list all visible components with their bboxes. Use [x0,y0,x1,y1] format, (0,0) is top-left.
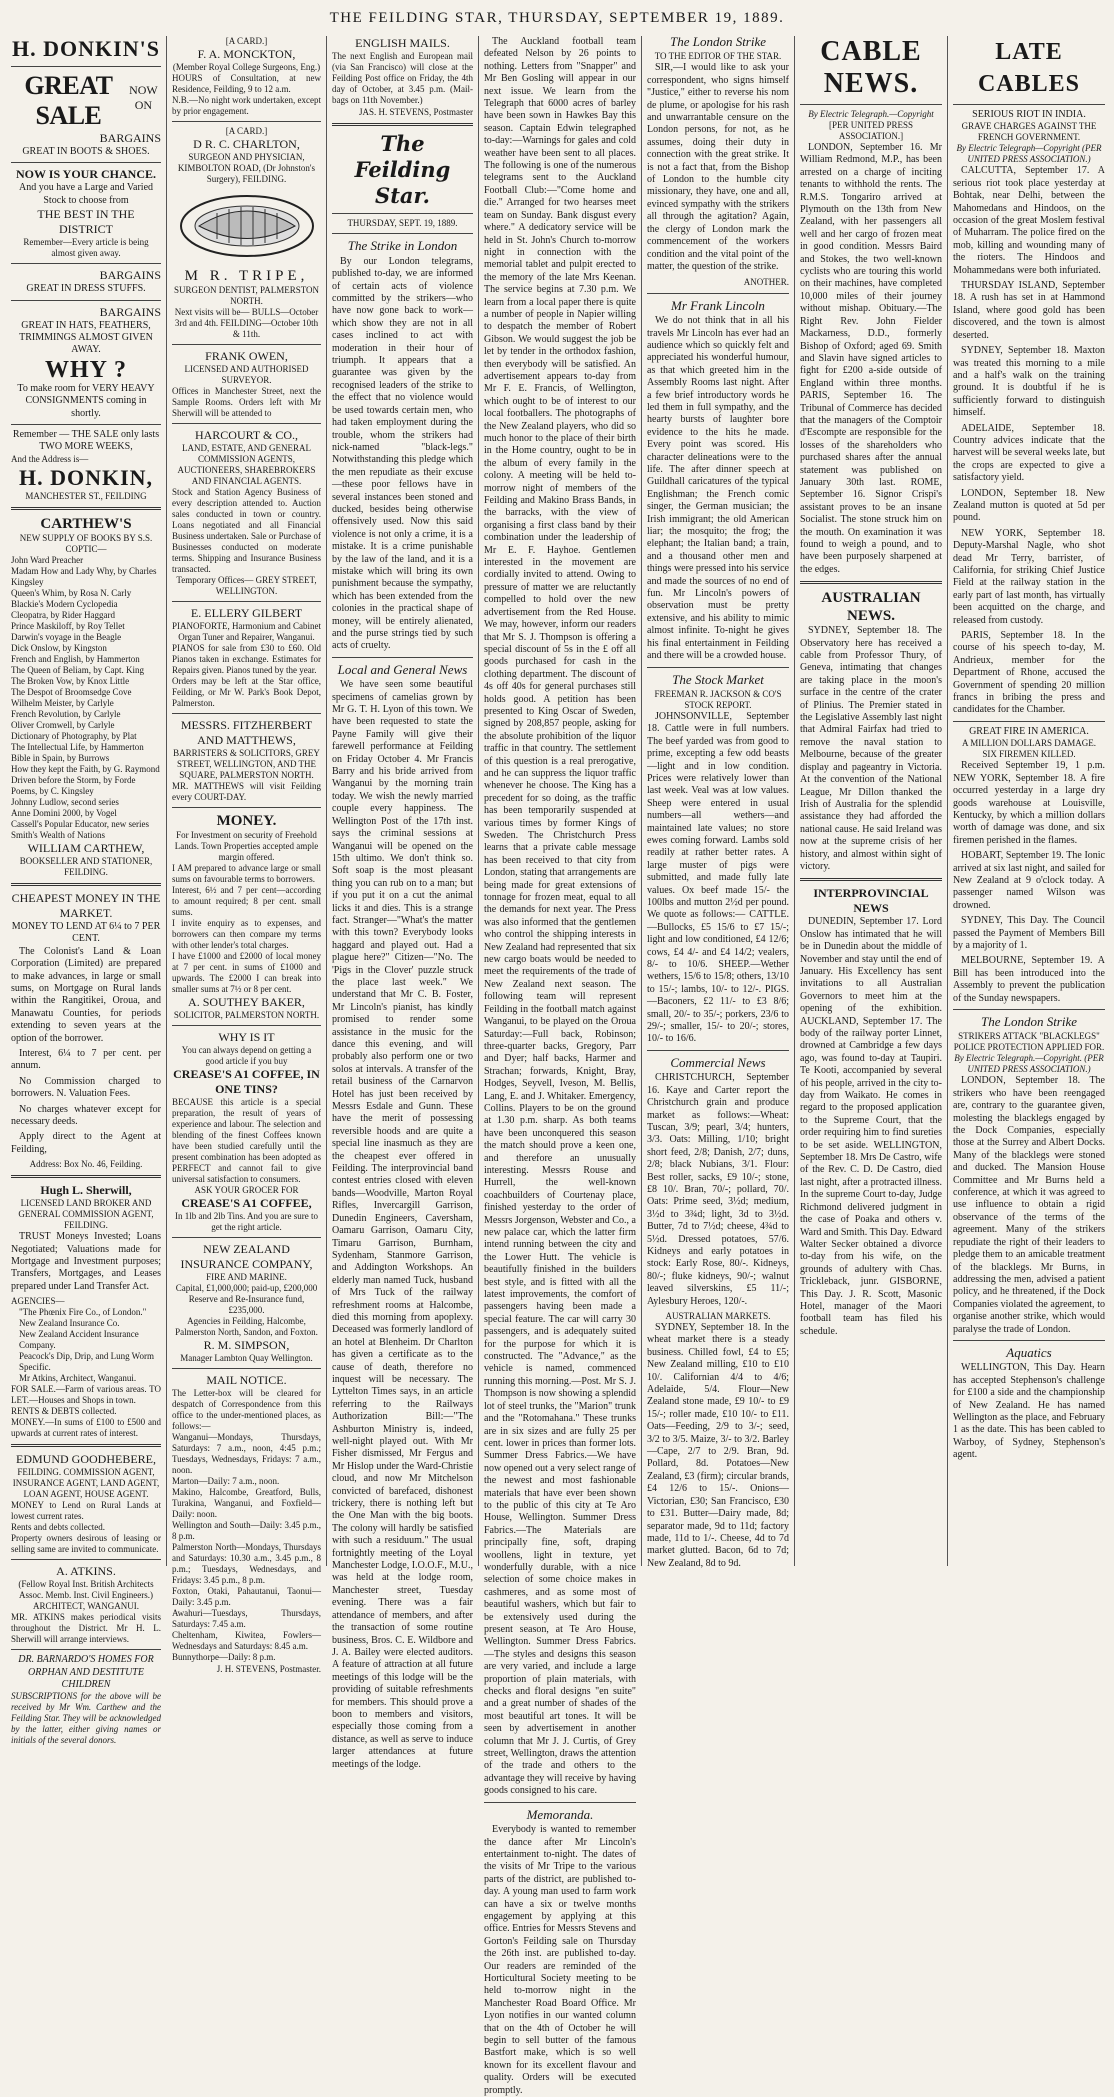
sherwill-name: Hugh L. Sherwill, [40,1183,132,1198]
mail-item: Wanganui—Mondays, Thursdays, Saturdays: 7 a.m., noon, 4:45 p.m.; Tuesdays, Wednesdays, Fridays: 7 a.m., noon. [172,1432,321,1475]
electric-telegraph: By Electric Telegraph.—Copyright [808,109,934,119]
fitzherbert-name: MESSRS. FITZHERBERT AND MATTHEWS, [180,718,313,747]
book-item: Prince Maskiloff, by Roy Tellet [11,620,125,631]
tripe-sub: SURGEON DENTIST, PALMERSTON NORTH. [173,285,320,306]
mail-item: Bunnythorpe—Daily: 8 p.m. [172,1652,276,1662]
newspaper-masthead: The Feilding Star. [354,131,451,209]
interprovincial-text: DUNEDIN, September 17. Lord Onslow has intimated that he will be in Dunedin about the middle of November and stay until the end of January. His Excellency has sent invitations to all Australian Governors to meet him at the opening of the exhibition. AUCKLAND, September 17. The body of the railway porter Linnet, drowned at Cambridge a few days ago, was found to-day at Taupiri. Te Kooti, accompanied by several of his people, arrived in the city to-day from Waikato. He comes in regard to the proposed application to the Supreme Court, that the order requiring him to find sureties to be set aside. WELLINGTON, September 18. Mrs De Castro, wife of the Rev. C. D. De Castro, died last night, after a protracted illness. In the supreme Court to-day, Judge Richmond delivered judgment in the case of Poaka and others v. Ward and Smith. This Day. Edward Walter Secker obtained a divorce to-day from his wife, on the grounds of adultery with Chas. Trickleback, junr. GISBORNE, This Day. J. R. Scott, Masonic Hotel, manager of the Maori football team has filed his schedule. [800,916,942,1337]
atkins-text: MR. ATKINS makes periodical visits throughout the District. Mr H. L. Sherwill will arrange interviews. [11,1612,161,1645]
mail-item: Foxton, Otaki, Pahautanui, Taonui—Daily: 3.45 p.m. [172,1586,321,1607]
money-invite: I invite enquiry as to expenses, and borrowers can then compare my terms with other lender's total charges. [172,918,321,950]
why-heading: WHY ? [44,356,128,383]
memoranda-heading: Memoranda. [526,1806,594,1822]
mail-item: Cheltenham, Kiwitea, Fowlers—Wednesdays and Saturdays: 8.45 a.m. [172,1630,321,1651]
chance-text: And you have a Large and Varied Stock to choose from [18,182,154,206]
charlton-sub: SURGEON AND PHYSICIAN, KIMBOLTON ROAD, (Dr Johnston's Surgery), FEILDING. [177,152,316,184]
why-is-it-text: You can always depend on getting a good article if you buy [181,1045,312,1066]
lincoln-heading: Mr Frank Lincoln [671,297,765,313]
owen-text: Offices in Manchester Street, next the Sample Rooms. Orders left with Mr Sherwill will be attended to [172,386,321,418]
why-text: To make room for VERY HEAVY CONSIGNMENTS coming in shortly. [17,382,155,419]
moncton-nb: N.B.—No night work undertaken, except by prior engagement. [172,95,321,116]
carthew-title: CARTHEW'S [40,515,132,532]
agencies-list [11,1307,161,1384]
remember-text-2: Remember — THE SALE only lasts TWO MORE WEEKS, [12,429,160,453]
mail-item: Palmerston North—Mondays, Thursdays and Saturdays: 10.30 a.m., 3.45 p.m., 8 p.m.; Tuesdays, Wednesdays, and Fridays: 3.45 p.m., 8 p.m. [172,1542,321,1585]
goodhebere-sub: FEILDING. COMMISSION AGENT, INSURANCE AGENT, LAND AGENT, LOAN AGENT, HOUSE AGENT. [12,1467,160,1500]
letter-text: SIR,—I would like to ask your correspondent, who signs himself "Justice," either to reverse his nom de plume, or apologise for his rash and unwarrantable censure on the London persons, for not, as he assumes, doing their duty in connection with the great strike. It is not a fact that, from the Bishop of London to the humble city missionary, they have, one and all, evinced sympathy with the strikers all through the agitation? Again, the clergy of London mark the commencement of the workers condition and the vital point of the matter, the question of the strike. [647,62,789,272]
fitzherbert-sub: BARRISTERS & SOLICITORS, GREY STREET, WELLINGTON, AND THE SQUARE, PALMERSTON NORTH. [173,748,320,780]
grave-charges-heading: GRAVE CHARGES AGAINST THE FRENCH GOVERNMENT. [961,121,1097,143]
barnardo-text: SUBSCRIPTIONS for the above will be received by Mr Wm. Carthew and the Feilding Star. They will be acknowledged by the latter, either giving names or initials of the several donors. [11,1691,161,1746]
chance-heading: NOW IS YOUR CHANCE. [15,167,156,182]
carthew-subtitle: NEW SUPPLY OF BOOKS BY S.S. COPTIC— [19,532,153,554]
strike-article: By our London telegrams, published to-day, we are informed of certain acts of violence committed by the strikers—who have now gone back to work—which show they are not in all cases inclined to act with moderation in their hour of triumph. It appears that a guarantee was given by the recognised leaders of the strike to the effect that no violence would be used towards certain men, who had taken employment during the trouble, whom the strikers had nick-named "black-legs." Notwithstanding this pledge which the men repudiate as their excuse—these poor fellows have in several instances been stoned and ducked, besides being otherwise offensively used. Now this said violence is not only a crime, it is a mistake. It is a crime punishable by the law of the land, and it is a mistake which will bring its own punishment because the sympathy, which has been extended from the colonies in the practical shape of money, will be entirely alienated, and the purse strings tied by such acts of cruelty. [332,255,473,652]
column-1-advertisements [6,36,166,1746]
mail-item: Wellington and South—Daily: 3.45 p.m., 8 p.m. [172,1520,321,1541]
mail-list [172,1432,321,1663]
commercial-article: CHRISTCHURCH, September 16. Kaye and Carter report the Christchurch grain and produce market as follows:—Wheat: Tuscan, 3/9; pearl, 3/4; hunters, 3/3. Oats: Milling, 1/10; bright short feed, 2/8; Danish, 2/7; duns, 2/8; black Nubians, 3/1. Flour: Best roller, sacks, £9 10/-; stone, £8 10/. Bran, 70/-; pollard, 70/. Oats: Prime seed, 3½d; medium, 3½d to 3¾d; light, 3d to 3½d. Butter, 7d to 7½d; cheese, 4¾d to 5½d. Dressed potatoes, 57/6. Kidneys and early potatoes in stock: Early Rose, 80/-. Kidneys, 80/-; fluke kidneys, 90/-; walnut leaved silverskins, £5 11/-; Aylesbury Heroes, 120/-. [647,1072,789,1307]
no-charges-text: No charges whatever except for necessary deeds. [11,1103,161,1127]
mail-item: Marton—Daily: 7 a.m., noon. [172,1476,280,1486]
rents-text: RENTS & DEBTS collected. [11,1406,117,1417]
riot-heading: SERIOUS RIOT IN INDIA. [972,109,1086,120]
agency-item: New Zealand Insurance Co. [19,1318,120,1329]
london-strike-heading-2: The London Strike [980,1014,1078,1029]
mail-item: Makino, Halcombe, Greatford, Bulls, Turakina, Wanganui, and Foxfield—Daily: noon. [172,1487,321,1519]
book-item: The Intellectual Life, by Hammerton [11,741,144,752]
simpson-sub: Manager Lambton Quay Wellington. [180,1353,313,1363]
adelaide-text: ADELAIDE, September 18. Country advices indicate that the harvest will be several weeks late, but the crops are expected to give a satisfactory yield. [953,422,1105,484]
column-4-news [478,36,641,2096]
bargains-2: BARGAINS [99,268,161,283]
books-list [11,555,161,841]
book-item: Cassell's Popular Educator, new series [11,818,149,829]
money-text: For Investment on security of Freehold Lands. Town Properties accepted ample margin offered. [174,830,319,862]
agency-item: "The Phœnix Fire Co., of London." [19,1307,147,1318]
new-york-text: NEW YORK, September 18. Deputy-Marshal Nagle, who shot dead Mr Terry, barrister, of California, for striking Chief Justice Field at the railway station in the early part of last month, has virtually been acquitted on the charge, and released from custody. [953,527,1105,626]
london-strike-heading: The London Strike [669,34,767,49]
moncton-name: F. A. MONCKTON, [197,47,296,61]
book-item: Wilhelm Meister, by Carlyle [11,697,114,708]
money-advance: I AM prepared to advance large or small sums on favourable terms to borrowers. [172,863,321,884]
mail-text: The Letter-box will be cleared for despatch of Correspondence from this office to the under-mentioned places, as follows:— [172,1388,321,1431]
great-sale-heading: GREAT SALE [24,71,113,130]
fire-subheading: A MILLION DOLLARS DAMAGE. [962,738,1096,749]
tripe-text: Next visits will be— BULLS—October 3rd and 4th. FEILDING—October 10th & 11th. [174,307,319,339]
page-header: THE FEILDING STAR, THURSDAY, SEPTEMBER 19, 1889. [329,10,785,26]
carthew-bookseller: BOOKSELLER AND STATIONER, FEILDING. [19,855,153,877]
dress-stuffs: GREAT IN DRESS STUFFS. [26,283,146,295]
moncton-sub: (Member Royal College Surgeons, Eng.) [172,62,321,72]
australian-markets-text: SYDNEY, September 18. In the wheat market there is a steady business. Chilled fowl, £4 to £5; New Zealand milling, £10 to £10 10/. Californian 4/4 to 4/6; Adelaide, 5/4. Flour—New Zealand stone made, £9 10/- to £9 15/-; roller made, £10 10/- to £11. Oats—Feeding, 2/9 to 3/-; seed, 3/2 to 3/5. Maize, 3/- to 3/2. Barley—Cape, 2/7 to 2/9. Bran, 9d. Pollard, 8d. Potatoes—New Zealand, £3 (firm); circular brands, £4 12/6 to 15/-. Onions—Victorian, £30; San Francisco, £30 to £31. Butter—Dairy made, 8d; separator made, 9d to 11d; factory made, 11d to 1/-. Cheese, 4d to 7d market glutted. Bacon, 6d to 7d; New Zealand, 8d to 9d. [647,1322,789,1569]
capital-text: Capital, £1,000,000; paid-up, £200,000 Reserve and Re-Insurance fund, £235,000. [175,1283,318,1315]
police-protection: POLICE PROTECTION APPLIED FOR. [953,1042,1105,1053]
calcutta-text: CALCUTTA, September 17. A serious riot took place yesterday at Bohtak, near Delhi, between the Mahomedans and Hindoos, on the occasion of the great Moslem festival of Muharram. The police fired on the mob, killing and wounding many of the rioters. The Hindoos and Mohammedans were both infuriated. [953,165,1105,276]
book-item: Madam How and Lady Why, by Charles Kingsley [11,565,157,587]
book-item: Poems, by C. Kingsley [11,785,94,796]
crease-text: BECAUSE this article is a special preparation, the result of years of experience and labour. The selection and blending of the finest Coffees known have been studied carefully until the present combination has been adopted as PERFECT and cannot fail to give universal satisfaction to consumers. [172,1097,321,1184]
rents-collected: Rents and debts collected. [11,1522,105,1533]
hobart-text: HOBART, September 19. The Ionic arrived at six last night, and sailed for New Zealand at 9 o'clock today. A passenger named Wilson was drowned. [953,850,1105,911]
interprovincial-heading: INTERPROVINCIAL NEWS [813,886,929,916]
why-is-it: WHY IS IT [218,1030,275,1044]
apply-text: Apply direct to the Agent at Feilding, [11,1131,161,1155]
to-editor: TO THE EDITOR OF THE STAR. [654,51,782,62]
book-item: Smith's Wealth of Nations [11,829,105,840]
book-item: The Queen of Beliam, by Capt. King [11,664,144,675]
sherwill-text: TRUST Moneys Invested; Loans Negotiated; Valuations made for Mortgage and Investment purposes; Transfers, Mortgages, and Leases prepared under Land Transfer Act. [11,1231,161,1292]
fire-heading: GREAT FIRE IN AMERICA. [969,725,1089,737]
book-item: Bible in Spain, by Burrows [11,752,110,763]
charlton-name: D R. C. CHARLTON, [193,137,300,151]
gilbert-name: E. ELLERY GILBERT [190,606,303,620]
sydney-text-1: SYDNEY, September 18. Maxton was treated this morning to a mile and a half's walk on the training ground. It is doubtful if he is sufficiently forward to distinguish himself. [953,345,1105,419]
lincoln-article: We do not think that in all his travels Mr Lincoln has ever had an audience which so quickly felt and appreciated his wonderful humour, as that which greeted him in the Assembly Rooms last night. After a few brief introductory words he led them in full sympathy, and the hearty bursts of laughter bore evidence to the hits he made. Every point was scored. His character delineations were to the life. The after dinner speech at Guildhall caricatures of the typical Englishman; the French comic singer, the German musician; the Irish immigrant; the old American liar; the mosquito; the frog; the elephant; the Italian band; a train, and a thousand other men and things were pressed into his service and made the sources of no end of fun. Mr Lincoln's powers of observation must be pretty extensive, and his ability to mimic almost infinite. To-night he gives his final entertainment in Feilding and there will be a crowded house. [647,315,789,662]
property-owners: Property owners desirous of leasing or selling same are invited to communicate. [11,1533,161,1555]
memoranda-article: Everybody is wanted to remember the dance after Mr Lincoln's entertainment to-night. The dates of the visits of Mr Tripe to the various parts of the district, are published to-day. A young man used to farm work can have a six or twelve months engagement by applying at this office. Entries for Messrs Stevens and Gorton's Feilding sale on Thursday the 26th inst. are published to-day. Our readers are reminded of the Horticultural Society meeting to be held to-morrow night in the Manchester Road Board Office. Mr Lyon notifies in our wanted column that on the 4th of October he will begin to sell butter of the famous Bastfort make, which is so well known for its excellent flavour and quality. Orders will be executed promptly. [484,1824,637,2096]
owen-sub: LICENSED AND AUTHORISED SURVEYOR. [184,364,309,385]
english-mails-signature: JAS. H. STEVENS, Postmaster [358,107,473,117]
bargains-3: BARGAINS [99,304,161,319]
cheapest-money: CHEAPEST MONEY IN THE MARKET. [11,890,161,920]
donkin-address: MANCHESTER ST., FEILDING [25,490,147,501]
agencies-label: AGENCIES— [11,1296,65,1307]
late-cables-heading: LATE CABLES [977,39,1081,97]
best-in-district: THE BEST IN THE DISTRICT [37,207,135,237]
columns [6,34,1110,2096]
book-item: Cleopatra, by Rider Haggard [11,609,115,620]
commercial-heading: Commercial News [670,1054,766,1070]
book-item: French and English, by Hammerton [11,653,140,664]
money-interest: Interest, 6½ and 7 per cent—according to amount required; 8 per cent. small sums. [172,885,321,917]
fire-marine: FIRE AND MARINE. [206,1272,287,1282]
australian-news-heading: AUSTRALIAN NEWS. [821,590,921,625]
donkin-name: H. DONKIN, [18,464,154,490]
book-item: Oliver Cromwell, by Carlyle [11,719,115,730]
money-to-lend: MONEY TO LEND AT 6¼ to 7 PER CENT. [11,920,161,945]
london-strike-text: LONDON, September 18. The strikers who have been reengaged are, contrary to the guarantee given, molesting the blacklegs engaged by the Dock Companies, especially those at the Surrey and Albert Docks. Many of the blacklegs were stoned and ducked. The Mansion House Committee and Mr Burns held a conference, at which it was agreed to use influence to obtain a rigid observance of the terms of the agreement. Many of the strikers repudiate the right of their leaders to pledge them to an amicable treatment of the blacklegs. Mr Burns, in addressing the men, advised a patient policy, and he threatened, if the Dock Companies violated the agreement, to organise another strike, which would paralyse the trade of London. [953,1075,1105,1335]
book-item: Dictionary of Photography, by Plat [11,730,137,741]
donkin-title: H. DONKIN'S [12,36,160,61]
denture-illustration [177,191,317,261]
william-carthew: WILLIAM CARTHEW, [27,840,145,855]
sherwill-sub: LICENSED LAND BROKER AND GENERAL COMMISSION AGENT, FEILDING. [18,1198,154,1231]
cable-news-text: LONDON, September 16. Mr William Redmond, M.P., has been arrested on a charge of inciting tenants to withhold the rents. The R.M.S. Tongariro arrived at Plymouth on the 13th from New Zealand, with her passengers all well and her cargo of frozen meat in good condition. Messrs Baird and Stokes, the two well-known cyclists who are touring this world on their machines, have completed 10,000 miles of their journey without mishap. Obituary.—The Right Rev. John Fielder Mackarness, D.D., formerly Bishop of Oxford; aged 69. Smith and Slavin have signed articles to fight for £200 a-side outside of England within three months. PARIS, September 16. The Tribunal of Commerce has decided that the managers of the Comptoir d'Escompte are responsible for the losses of the shareholders who purchased shares after the annual statement was published on January 30th last. ROME, September 16. Signor Crispi's assistant proves to be an insane Socialist. The stone struck him on the mouth. On examination it was found to weigh a pound, and to have been purposely sharpened at the edges. [800,142,942,575]
letter-signature: ANOTHER. [743,277,789,288]
tripe-name: M R. TRIPE, [184,268,309,284]
interest-text: Interest, 6¼ to 7 per cent. per annum. [11,1047,161,1072]
aquatics-text: WELLINGTON, This Day. Hearn has accepted Stephenson's challenge for £100 a side and the championship of New Zealand. He has named Wellington as the place, and February 1 as the date. This has been cabled to Warboy, of Sydney, Stephenson's agent. [953,1362,1105,1461]
aquatics-heading: Aquatics [1006,1344,1052,1360]
ls-copyright: By Electric Telegraph.—Copyright. (PER UNITED PRESS ASSOCIATION.) [954,1053,1104,1075]
southey-name: A. SOUTHEY BAKER, [188,995,305,1009]
agencies-text: Agencies in Feilding, Halcombe, Palmerston North, Sandon, and Foxton. [175,1316,318,1337]
book-item: Anne Domini 2000, by Vogel [11,807,117,818]
hats-text: GREAT IN HATS, FEATHERS, TRIMMINGS ALMOST GIVEN AWAY. [19,319,153,356]
issue-date: THURSDAY, SEPT. 19, 1889. [347,218,458,229]
book-item: Queen's Whim, by Rosa N. Carly [11,587,132,598]
southey-sub: SOLICITOR, PALMERSTON NORTH. [173,1010,320,1020]
harcourt-name: HARCOURT & CO., [194,428,299,442]
fire-text: Received September 19, 1 p.m. NEW YORK, September 18. A fire occurred yesterday in a large dry goods warehouse at Louisville, Kentucky, by which a million dollars worth of damage was done, and six firemen perished in the flames. [953,760,1105,846]
atkins-sub: (Fellow Royal Inst. British Architects Assoc. Memb. Inst. Civil Engineers.) ARCHITECT, WANGANUI. [18,1579,154,1612]
money-1000: I have £1000 and £2000 of local money at 7 per cent. in sums of £1000 and upwards. The £2000 I can break into smaller sums at 7½ or 8 per cent. [172,951,321,994]
harcourt-sub: LAND, ESTATE, AND GENERAL COMMISSION AGENTS, AUCTIONEERS, SHAREBROKERS AND FINANCIAL AGENTS. [177,443,316,486]
card-label-1: [A CARD.] [225,36,268,46]
column-6-cables [794,36,947,1566]
strikers-attack: STRIKERS ATTACK "BLACKLEGS" [958,1031,1100,1042]
goodhebere-name: EDMUND GOODHEBERE, [16,1452,156,1467]
matthews-text: MR. MATTHEWS will visit Feilding every COURT-DAY. [172,781,321,802]
money-sums-text: MONEY.—In sums of £100 to £500 and upwards at current rates of interest. [11,1417,161,1439]
strike-heading: The Strike in London [347,238,458,254]
local-news-heading: Local and General News [337,661,468,677]
gilbert-sub: PIANOFORTE, Harmonium and Cabinet Organ Tuner and Repairer, Wanganui. [172,621,321,642]
column-5-news [641,34,794,1569]
book-item: Blackie's Modern Cyclopedia [11,598,118,609]
harcourt-text: Stock and Station Agency Business of every description attended to. Auction sales conducted in town or country. Loans negotiated and all Financial Business undertaken. Sale or Purchase of Businesses conducted on moderate terms. Shipping and Insurance Business transacted. [172,487,321,574]
sydney-text-2: SYDNEY, This Day. The Council passed the Payment of Members Bill by a majority of 1. [953,915,1105,951]
moncton-text: HOURS of Consultation, at new Residence, Feilding, 9 to 12 a.m. [172,73,321,94]
ask-grocer: ASK YOUR GROCER FOR [194,1185,299,1195]
book-item: The Despot of Broomsedge Cove [11,686,132,697]
pianos-orders: Orders may be left at the Star office, Feilding, or Mr W. Park's Book Depot, Palmerston. [172,676,321,708]
agency-item: Peacock's Dip, Drip, and Lung Worm Specific. [19,1351,154,1373]
book-item: The Broken Vow, by Knox Little [11,675,130,686]
column-3-editorial [326,36,478,1770]
column-2-advertisements [166,36,326,1674]
book-item: John Ward Preacher [11,554,84,565]
english-mails-text: The next English and European mail (via San Francisco) will close at the Feilding Post office on Friday, the 4th day of October, at 3.45 p.m. (Mail-bags on 11th November.) [332,51,473,105]
local-news-article: We have seen some beautiful specimens of camelias grown by Mr G. T. H. Lyon of this town. We have been requested to state the Payne Family will give their farewell performance at Feilding on Friday October 4. Mr Francis Barry and his bride arrived from Wanganui by the morning train today. We wish the newly married couple every happiness. The Wellington Post of the 17th inst. says the criminal sessions at Wanganui will be opened on the 15th ultimo. We don't think so. Soft soap is the most pleasant thing you can rub on to a man; but if you put it on a cut the animal licks it and dies. This is a strange fact. Stranger—"What's the matter with this town? Everybody looks haggard and played out. Had a plague here?" Citizen—"No. The 'Pigs in the Clover' puzzle struck the place last week." We understand that Mr C. B. Foster, Mr Lincoln's pianist, has kindly promised to render some assistance in the music for the dance this evening, and will probably also perform one or two solos at intervals. A transfer of the retail business of the Carnarvon Hotel has just been received by Messrs Esdale and Gunn. These have the merit of possessing reversible hoods and are quite a special line inasmuch as they are the cheapest ever offered in Feilding. The interprovincial band contest entries closed with eleven bands—Woodville, Marton Royal Rifles, Invercargill Garrison, Dunedin Engineers, Caversham, Oamaru Garrison, Oamaru City, Timaru Garrison, Burnham, Sydenham, Stanmore Garrison, and Addington Workshops. An elderly man named Tuck, husband of Mrs Tuck of the railway refreshment rooms at Halcombe, died this morning from apoplexy. Deceased was formerly landlord of an hotel at Blenheim. Dr Charlton has given a certificate as to the cause of death, therefore no inquest will be necessary. The Lyttelton Times says, in an article referring to the Railways Authorization Bill:—"The Ashburton Ministry is, indeed, well-night played out. With Mr Fisher dismissed, Mr Fergus and Mr Hislop under the Ward-Christie cloud, and now Mr Mitchelson convicted of barefaced, dishonest trickery, there is nothing left but the One Man with the big boots. The colony will hardly be satisfied with such a residuum." The usual fortnightly meeting of the Loyal Manchester Lodge, I.O.O.F., M.U., was held at the lodge room, Manchester street, Tuesday evening. There was a fair attendance of members, and after the transaction of some routine business, Bros. C. E. Wildbore and J. A. Bailey were elected auditors. A feature of attraction at all future meetings of this lodge will be the providing of suitable refreshments for members. This should prove a boon to members and visitors, especially those coming from a distance, as well as serve to induce larger attendances at future meetings of the lodge. [332,679,473,1770]
for-sale-text: FOR SALE.—Farm of various areas. TO LET.—Houses and Shops in town. [11,1384,161,1406]
nz-insurance: NEW ZEALAND INSURANCE COMPANY, [180,1242,313,1271]
money-heading: MONEY. [216,813,277,829]
english-mails-heading: ENGLISH MAILS. [355,36,450,50]
stock-heading: The Stock Market [672,671,764,687]
local-news-continued: The Auckland football team defeated Nelson by 26 points to nothing. Letters from "Snapper" and Mr Ben Gosling will appear in our next issue. We learn from the Telegraph that 6000 acres of barley have been sown in Hawkes Bay this season. Captain Edwin telegraphed to-day:—Warnings for gales and cold weather have been sent to all places. The following is one of the numerous telegrams sent to the Auckland Football Club:—"Come home and die." Arranged for two hearses meet team on Sunday. Bank disgust every where." A dedicatory service will be held in St. John's Church to-morrow night in connection with the memorial tablet and pulpit erected to the memory of the late Mrs Keenan. The service begins at 7.30 p.m. We learn from a local paper there is quite a number of people in Napier willing to despatch the member of Robert Gibson. We would suggest the job be let by tender in the orthodox fashion, then everybody will be satisfied. An advertisement appears to-day from Mr F. E. Francis, of Wellington, which ought to be of interest to our local footballers. The photographs of the New Zealand players, who did so much honor to the place of their birth in the Home country, ought to be in the album of every family in the colony. A meeting will be held to-morrow night of members of the Feilding and Makino Brass Bands, in the barracks, with the view of organising a first class band by their combination under the leadership of Mr E. F. Hayhoe. Gentlemen interested in the movement are cordially invited to attend. Owing to pressure of matter we are reluctantly compelled to hold over the new advertisement from the Red House. We may, however, inform our readers that Mr S. J. Thompson is offering a special discount of 5s in the £ off all goods purchased for cash in the clothing department. The discount of 4s off 40s for general purchases still holds good. A petition has been presented to King Oscar of Sweden, signed by 208,857 people, asking for the absolute prohibition of the liquor traffic in that country. The settlement of this question is a real prerogative, and he can suppress the liquor traffic whenever he choose. The King has a precedent for so doing, as the traffic has been temporarily suspended at various times by former Kings of Sweden. The Christchurch Press learns that a private cable message has been received to that city from London, stating that arrangements are being made for great extensions of tonnage for frozen meat, equal to all the demands for next year. The Press was also informed that the gentlemen who control the shipping interests in New Zealand had represented that six new cargo boats would be needed to meet the requirements of the trade of New Zealand next season. The following team will represent Feilding in the football match against Wanganui, to be played on the Oroua Saturday:—Full back, Robinson; three-quarter backs, Gregory, Parr and Dyer; half backs, Harmer and Strachan; forwards, Knight, Bray, Hodges, Seyvell, Iveson, M. Bellis, Lang, E. and J. Whitaker. Emergency, Collins. Players to be on the ground at 1.30 p.m. sharp. As both teams have been unconquered this season the match should prove a keen one, and therefore an unusually interesting. Messrs Rouse and Hurrell, the well-known coachbuilders of Courtenay place, finished yesterday to the order of Messrs Jorgenson, Webster and Co., a new palace car, which the latter firm intend running between the city and the Lower Hutt. The vehicle is beautifully finished in the builders best style, and is fitted with all the latest improvements, the comfort of passengers having been made a special feature. The car will carry 30 passengers, and is adequately suited for the purpose for which it is constructed. The "Advance," as the vehicle is named, commenced running this morning.—Post. Mr S. J. Thompson is now showing a splendid lot of steel trunks, the "Marion" trunk and the "Rotomahana." These trunks are in six sizes and are fully 25 per cent. lower in prices than former lots. Summer Dress Fabrics.—We have now opened out a very select range of the newest and most fashionable materials that have ever been shown to the public of this city at Te Aro House, Wellington. Summer Dress Fabrics.—The Materials are principally fine, soft, draping woollens, light in texture, yet wonderfully durable, with a nice selection of some choice makes in cashmeres, and as some most of beautiful washers, which but fair to be extensively used during the present season, at Te Aro House, Wellington. Summer Dress Fabrics.—The styles and designs this season are very varied, and include a large proportion of plain materials, with checks and floral designs "en suite" and a great number of shades of the most beautiful art tones. It will be seen by advertisement in another column that Mr J. J. Curtis, of Grey street, Wellington, draws the attention of the trade and others to the advantage they will receive by having goods consigned to his care. [484,36,636,1797]
book-item: Driven before the Storm, by Forde [11,774,136,785]
simpson-name: R. M. SIMPSON, [203,1338,290,1352]
column-7-late-cables [947,36,1110,1566]
book-item: Johnny Ludlow, second series [11,796,119,807]
paris-text: PARIS, September 18. In the course of his speech to-day, M. Andrieux, member for the Department of Rhone, accused the Government of spending 20 million francs in bribing the press and candidates for the Chamber. [953,630,1105,716]
book-item: French Revolution, by Carlyle [11,708,121,719]
book-item: Darwin's voyage in the Beagle [11,631,122,642]
australian-markets-heading: AUSTRALIAN MARKETS. [665,1311,771,1321]
australian-news-text: SYDNEY, September 18. The Observatory here has received a cable from Professor Thury, of Geneva, intimating that changes are taking place in the moon's surface in the centre of the crater of Plinius. The Premier stated in the Legislative Assembly last night that Admiral Fairfax had tried to remove the naval station to Melbourne, because of the greater display and pageantry in Victoria. At the convention of the National League, Mr Dillon thanked the Irish of Australia for the splendid assistance they had afforded the national cause. He said Ireland was now at the supreme crisis of her history, and almost within sight of victory. [800,625,942,872]
bargains-1: BARGAINS [99,131,161,145]
colonial-text: The Colonist's Land & Loan Corporation (Limited) are prepared to make advances, in large or small sums, on Mortgage on Rural lands within the Rangitikei, Oroua, and Manawatu Counties, for periods extending to seven years at the option of the borrower. [11,945,161,1044]
address-prefix: And the Address is— [11,453,89,464]
boots-text: GREAT IN BOOTS & SHOES. [22,146,150,157]
no-commission-text: No Commission charged to borrowers. N. Valuation Fees. [11,1075,161,1100]
press-association: [PER UNITED PRESS ASSOCIATION.] [828,120,913,141]
card-label-2: [A CARD.] [225,126,268,136]
copyright-line: By Electric Telegraph—Copyright (PER UNITED PRESS ASSOCIATION.) [956,143,1102,165]
book-item: How they kept the Faith, by G. Raymond [11,763,160,774]
london-text-1: LONDON, September 18. New Zealand mutton is quoted at 5d per pound. [953,487,1105,524]
owen-name: FRANK OWEN, [205,349,288,363]
stock-report: JOHNSONVILLE, September 18. Cattle were in full numbers. The beef yarded was from good to prime, excepting a few odd beasts—light and in low condition. Prices were relatively lower than last week. Veal was at low values. Sheep were entered in usual numbers—all wethers—and maintained late values; no store ewes coming forward. Lambs sold readily at rather better rates. A large muster of pigs were submitted, and made fully late values. Ox beef made 15/- the 100lbs and mutton 2½d per pound. We quote as follows:— CATTLE.—Bullocks, £5 15/6 to £7 15/-; light and low conditioned, £4 12/6; cows, £4 4/- and £4 14/2; vealers, 8/- to 10/6. SHEEP.—Wether wethers, 15/6 to 15/8; others, 13/10 to 15/-; lambs, 10/- to 12/-. PIGS.—Baconers, £2 11/- to £3 8/6; small, 20/- to 35/-; porkers, 23/6 to 29/-; smaller, 15/- to 20/-; stores, 10/- to 16/6. [647,710,789,1045]
firemen-killed: SIX FIREMEN KILLED. [982,749,1076,760]
money-rural: MONEY to Lend on Rural Lands at lowest current rates. [11,1500,161,1522]
agency-item: Mr Atkins, Architect, Wanganui. [19,1373,137,1384]
book-item: Dick Onslow, by Kingston [11,642,107,653]
atkins-name: A. ATKINS. [56,1564,116,1579]
crease-sub: In 1lb and 2lb Tins. And you are sure to get the right article. [175,1211,318,1232]
thursday-island-text: THURSDAY ISLAND, September 18. A rush has set in at Hammond Island, where good gold has been discovered, and the town is almost deserted. [953,280,1105,341]
remember-text-1: Remember—Every article is being almost given away. [23,237,149,259]
mail-notice-heading: MAIL NOTICE. [206,1373,287,1387]
melbourne-text: MELBOURNE, September 19. A Bill has been introduced into the Assembly to prevent the publication of the Sunday newspapers. [953,955,1105,1004]
cable-news-heading: CABLE NEWS. [820,36,922,99]
mail-item: Awahuri—Tuesdays, Thursdays, Saturdays: 7.45 a.m. [172,1608,321,1629]
barnardo-heading: DR. BARNARDO'S HOMES FOR ORPHAN AND DESTITUTE CHILDREN [18,1654,154,1691]
mail-signature: J. H. STEVENS, Postmaster. [216,1664,321,1674]
address-box: Address: Box No. 46, Feilding. [29,1159,143,1170]
crease-title: CREASE'S A1 COFFEE, IN ONE TINS? [173,1067,320,1096]
harcourt-temp: Temporary Offices— GREY STREET, WELLINGTON. [176,575,317,596]
now-on-text: NOW ON [129,83,158,112]
agency-item: New Zealand Accident Insurance Company. [19,1329,139,1351]
stock-sub: FREEMAN R. JACKSON & CO'S STOCK REPORT. [654,688,782,710]
pianos-text: PIANOS for sale from £30 to £60. Old Pianos taken in exchange. Estimates for Repairs given. Pianos tuned by the year. [172,643,321,675]
crease-title-2: CREASE'S A1 COFFEE, [181,1196,312,1210]
